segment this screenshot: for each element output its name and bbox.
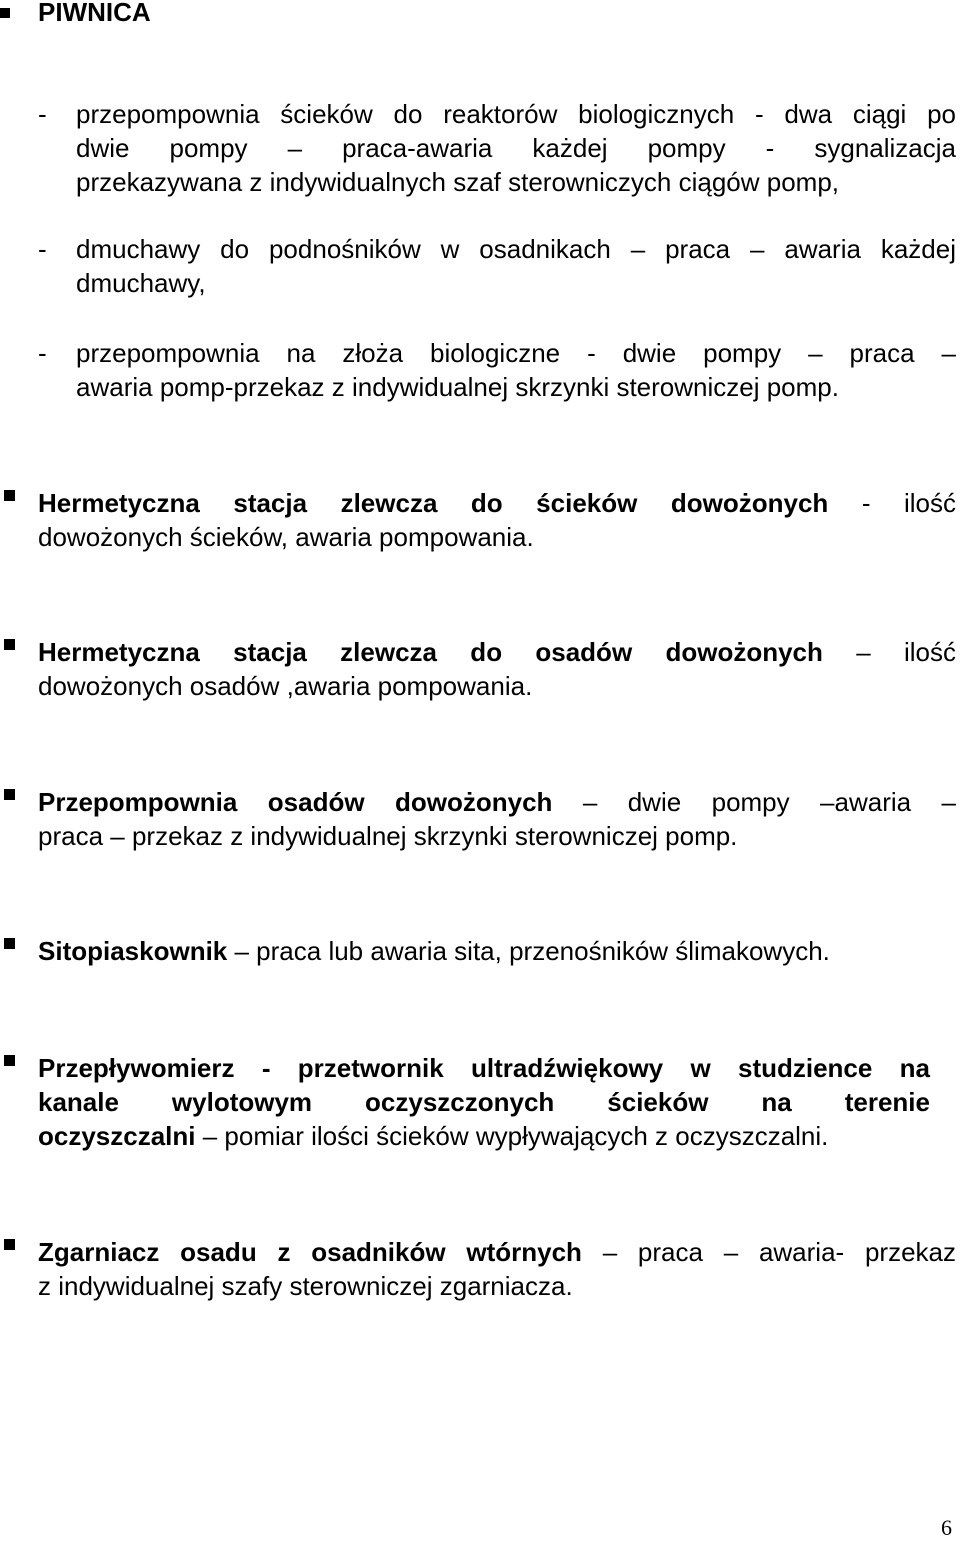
item-line: dowożonych osadów ,awaria pompowania.: [38, 671, 533, 701]
item-line: Przepływomierz - przetwornik ultradźwiękowy w studzience na: [38, 1053, 930, 1083]
item-text: – praca – awaria- przekaz: [602, 1237, 956, 1267]
item-line: [38, 1235, 956, 1269]
item-line: [38, 635, 956, 669]
item-line: przepompownia na złoża biologiczne - dwie pompy – praca –: [76, 338, 956, 368]
dash-marker: -: [38, 338, 47, 368]
item-line: kanale wylotowym oczyszczonych ścieków na terenie: [38, 1087, 930, 1117]
item-line: dmuchawy do podnośników w osadnikach – praca – awaria każdej: [76, 234, 956, 264]
section-heading: [0, 0, 960, 30]
item-text: – dwie pompy –awaria –: [582, 787, 956, 817]
item-bold-text: Przepompownia osadów dowożonych: [38, 787, 553, 817]
item-line: praca – przekaz z indywidualnej skrzynki sterowniczej pomp.: [38, 821, 738, 851]
square-bullet-icon: [4, 789, 15, 800]
item-line: dwie pompy – praca-awaria każdej pompy - sygnalizacja: [76, 133, 956, 163]
item-line: przepompownia ścieków do reaktorów biologicznych - dwa ciągi po: [76, 99, 956, 129]
item-bold-text: Hermetyczna stacja zlewcza do ścieków dowożonych: [38, 488, 829, 518]
item-line: dmuchawy,: [76, 268, 206, 298]
item-line: [38, 486, 956, 520]
square-bullet-icon: [4, 938, 15, 949]
item-bold-text: Hermetyczna stacja zlewcza do osadów dowożonych: [38, 637, 823, 667]
item-line: [38, 785, 956, 819]
item-text: – praca lub awaria sita, przenośników ślimakowych.: [234, 936, 830, 966]
item-line: awaria pomp-przekaz z indywidualnej skrzynki sterowniczej pomp.: [76, 372, 839, 402]
dash-marker: -: [38, 99, 47, 129]
item-line: przekazywana z indywidualnych szaf sterowniczych ciągów pomp,: [76, 167, 840, 197]
heading-text: PIWNICA: [38, 0, 151, 27]
square-bullet-icon: [4, 639, 15, 650]
item-bold-text: oczyszczalni: [38, 1121, 196, 1151]
item-text: – pomiar ilości ścieków wypływających z oczyszczalni.: [202, 1121, 829, 1151]
item-line: z indywidualnej szafy sterowniczej zgarniacza.: [38, 1271, 573, 1301]
page-number: 6: [941, 1515, 952, 1540]
item-line: [38, 1119, 930, 1153]
item-text: - ilość: [861, 488, 956, 518]
square-bullet-icon: [4, 1239, 15, 1250]
item-bold-text: Sitopiaskownik: [38, 936, 228, 966]
square-bullet-icon: [4, 1055, 15, 1066]
square-bullet-icon: [0, 8, 10, 18]
item-bold-text: Zgarniacz osadu z osadników wtórnych: [38, 1237, 582, 1267]
item-text: – ilość: [856, 637, 956, 667]
item-line: [38, 934, 956, 968]
square-bullet-icon: [4, 490, 15, 501]
item-line: dowożonych ścieków, awaria pompowania.: [38, 522, 534, 552]
dash-marker: -: [38, 234, 47, 264]
